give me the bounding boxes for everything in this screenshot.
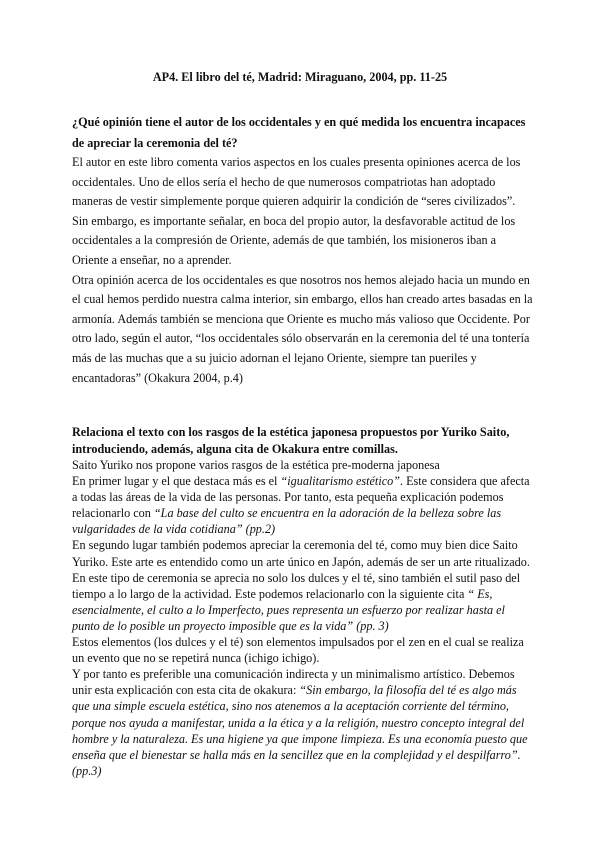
answer-2-body [72,457,534,779]
answer-1-paragraph-1: El autor en este libro comenta varios aspectos en los cuales presenta opiniones acerca de los occidentales. Uno de ellos sería el hecho de que numerosos compatriotas han adoptado maneras de vestir simplemente porque quieren adquirir la condición de “seres civilizados”. Sin embargo, es importante señalar, en boca del propio autor, la desfavorable actitud de los occidentales a la compresión de Oriente, además de que también, los misioneros iban a Oriente a enseñar, no a aprender. [72,155,521,267]
question-2-heading: Relaciona el texto con los rasgos de la estética japonesa propuestos por Yuriko Saito, introduciendo, además, alguna cita de Okakura entre comillas. [72,425,510,456]
document-title: AP4. El libro del té, Madrid: Miraguano, 2004, pp. 11-25 [152,70,448,84]
answer-1-paragraph-2: Otra opinión acerca de los occidentales es que nosotros nos hemos alejado hacia un mundo en el cual hemos perdido nuestra calma interior, sin embargo, ellos han creado artes basadas en la armonía. Además también se menciona que Oriente es mucho más valioso que Occidente. Por otro lado, según el autor, “los occidentales sólo observarán en la ceremonia del té una tontería más de las muchas que a su juicio adornan el lejano Oriente, siempre tan pueriles y encantadoras” (Okakura 2004, p.4) [72,272,533,385]
okakura-quote: “La base del culto se encuentra en la adoración de la belleza sobre las vulgaridades de la vida cotidiana” (pp.2) [72,506,502,537]
answer-2-intro: Saito Yuriko nos propone varios rasgos de la estética pre-moderna japonesa [72,458,440,472]
answer-2-paragraph-1 [72,473,534,537]
okakura-quote: “ Es, esencialmente, el culto a lo Imperfecto, pues representa un esfuerzo por realizar hasta el punto de lo posible un proyecto imposible que es la vida” (pp. 3) [72,586,505,633]
answer-2-paragraph-2 [72,537,534,634]
answer-1-body [72,153,534,388]
okakura-quote: “Sin embargo, la filosofía del té es algo más que una simple escuela estética, sino nos atenemos a la aceptación corriente del término, porque nos ayuda a manifestar, unida a la ética y a la religión, nuestro concepto integral del hombre y la naturaleza. Es una higiene ya que impone limpieza. Es una economía puesto que enseña que el bienestar se halla más en la sencillez que en la complejidad y el despilfarro”. (pp.3) [72,683,528,778]
paragraph-text: . Este considera que afecta a todas las áreas de la vida de las personas. Por tanto, esta pequeña explicación podemos relacionarlo con [72,474,530,521]
inline-quote: “igualitarismo estético” [280,474,400,489]
paragraph-text: En segundo lugar también podemos apreciar la ceremonia del té, como muy bien dice Saito Yuriko. Este arte es entendido como un arte único en Japón, además de ser un arte ritualizado. En este tipo de ceremonia se aprecia no solo los dulces y el té, sino también el sutil paso del tiempo a lo largo de la actividad. Este podemos relacionarlo con la siguiente cita [72,538,530,601]
paragraph-text: En primer lugar y el que destaca más es el [72,474,281,489]
answer-2-paragraph-3: Estos elementos (los dulces y el té) son elementos impulsados por el zen en el cual se realiza un evento que no se repetirá nunca (ichigo ichigo). [72,635,524,666]
paragraph-text: Y por tanto es preferible una comunicación indirecta y un minimalismo artístico. Debemos unir esta explicación con esta cita de okakura: [72,667,515,698]
answer-2-paragraph-4 [72,666,534,779]
question-1-heading: ¿Qué opinión tiene el autor de los occidentales y en qué medida los encuentra incapaces de apreciar la ceremonia del té? [72,115,526,150]
